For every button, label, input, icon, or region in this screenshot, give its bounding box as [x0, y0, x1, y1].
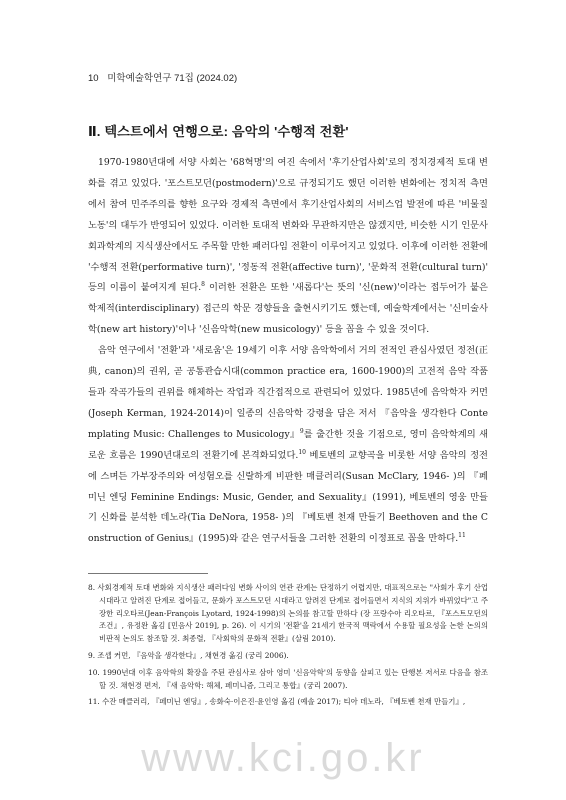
- page-number: 10: [88, 73, 99, 84]
- paragraph-1: [88, 153, 488, 341]
- paragraph-2: [88, 341, 488, 550]
- text-segment: 1970-1980년대에 서양 사회는 '68혁명'의 여진 속에서 '후기산업사회'로의 정치경제적 토대 변화를 겪고 있었다. '포스트모던(postmodern)'으로 규정되기도 했던 이러한 변화에는 정치적 측면에서 참여 민주주의를 향한 요구와 경제적 측면에서 후기산업사회의 서비스업 발전에 따른 '비물질 노동'의 대두가 반영되어 있었다. 이러한 토대적 변화와 무관하지만은 않겠지만, 비슷한 시기 인문사회과학계의 지식생산에서도 주목할 만한 패러다임 전환이 이루어지고 있었다. 이후에 이러한 전환에 '수행적 전환(performative turn)', '정동적 전환(affective turn)', '문화적 전환(cultural turn)' 등의 이름이 붙여지게 된다.: [88, 157, 488, 294]
- footnote-10: 10. 1990년대 이후 음악학의 확장을 주된 관심사로 삼아 영미 '신음악학'의 동향을 살피고 있는 단행본 저서로 다음을 참조할 것. 채현경 편저, 『새 음악학: 해체, 페미니즘, 그리고 통합』(궁리 2007).: [88, 667, 488, 690]
- text-segment: 를 출간한 것을 기점으로, 영미 음악학계의 새로운 흐름은 1990년대로의 전환기에 본격화되었다.: [88, 428, 489, 461]
- footnote-9: 9. 조셉 커먼, 『음악을 생각한다』, 채현경 옮김 (궁리 2006).: [88, 650, 289, 660]
- body-text: [88, 153, 488, 550]
- journal-title: 미학예술학연구 71집 (2024.02): [107, 73, 238, 84]
- footnote-divider: [88, 573, 208, 574]
- text-segment: 베토벤의 교향곡을 비롯한 서양 음악의 정전에 스며든 가부장주의와 여성혐오를 신랄하게 비판한 매클러리(Susan McClary, 1946- )의 『페미닌 엔딩 Feminine Endings: Music, Gender, and Sexuality』(1991), 베토벤의 영웅 만들기 신화를 분석한 데노라(Tia DeNora, 1958- )의 『베토벤 천재 만들기 Beethoven and the Construction of Genius』(1995)와 같은 연구서들을 그러한 전환의 이정표로 꼽을 만하다.: [88, 449, 488, 545]
- footnote-ref-8[interactable]: 8: [201, 281, 205, 289]
- footnote-ref-9[interactable]: 9: [299, 427, 304, 435]
- text-segment: 음악 연구에서 '전환'과 '새로움'은 19세기 이후 서양 음악학에서 거의 전적인 관심사였던 정전(正典, canon)의 권위, 곧 공통관습시대(common practice era, 1600-1900)의 고전적 음악 작품들과 작곡가들의 권위를 해체하는 작업과 직간접적으로 관련되어 있었다. 1985년에 음악학자 커먼(Joseph Kerman, 1924-2014)이 일종의 신음악학 강령을 담은 저서 『음악을 생각한다 Contemplating Music: Challenges to Musicology』: [88, 345, 488, 440]
- watermark: www.kci.go.kr: [141, 736, 425, 780]
- footnote-ref-10[interactable]: 10: [298, 448, 306, 456]
- text-segment: 이러한 전환은 또한 '새롭다'는 뜻의 '신(new)'이라는 접두어가 붙은 학제적(interdisciplinary) 접근의 학문 경향들을 출현시키기도 했는데, 예술학계에서는 '신미술사학(new art history)'이나 '신음악학(new musicology)' 등을 꼽을 수 있을 것이다.: [88, 282, 488, 336]
- section-title: Ⅱ. 텍스트에서 연행으로: 음악의 '수행적 전환': [88, 124, 349, 139]
- footnote-ref-11[interactable]: 11: [458, 532, 466, 540]
- footnotes: [88, 582, 488, 713]
- footnote-8: 8. 사회경제적 토대 변화와 지식생산 패러다임 변화 사이의 연관 관계는 단정하기 어렵지만, 대표적으로는 "사회가 후기 산업 시대라고 알려진 단계로 접어들고, 문화가 포스트모던 시대라고 알려진 단계로 접어들면서 지식의 지위가 바뀌었다"고 주장한 리오타르(Jean-François Lyotard, 1924-1998)의 논의를 참고할 만하다 (장 프랑수아 리오타르, 『포스트모던의 조건』, 유정완 옮김 [민음사 2019], p. 26). 이 시기의 '전환'을 21세기 한국적 맥락에서 수용할 필요성을 논한 논의의 비판적 논의도 참조할 것. 최종렬, 『사회학의 문화적 전환』(살림 2010).: [88, 583, 488, 644]
- footnote-11: 11. 수잔 매클러리, 『페미닌 엔딩』, 송화숙·이은진·윤인영 옮김 (예솔 2017); 티아 데노라, 『베토벤 천재 만들기』,: [88, 697, 466, 707]
- running-header: [88, 70, 237, 84]
